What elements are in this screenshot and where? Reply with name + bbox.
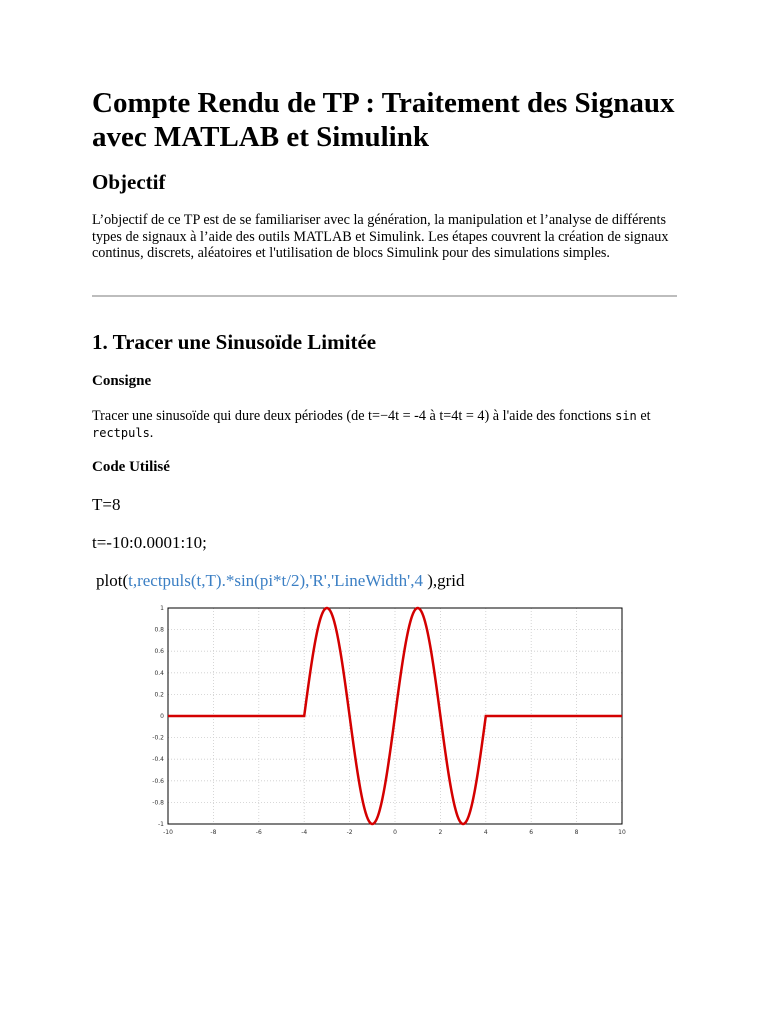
x-tick-label: 4 — [483, 829, 488, 836]
consigne-text-mid: et — [636, 408, 651, 424]
y-tick-label: -1 — [158, 821, 164, 828]
x-tick-label: -4 — [301, 829, 308, 836]
y-tick-label: 0.8 — [154, 626, 164, 634]
consigne-heading: Consigne — [92, 373, 152, 389]
section-divider — [92, 295, 677, 297]
consigne-text-end: . — [149, 424, 154, 441]
plot-background — [148, 600, 678, 850]
code-sin: sin — [615, 409, 637, 423]
code-rectpuls: rectpuls — [92, 425, 150, 440]
x-tick-label: -2 — [346, 829, 353, 836]
y-tick-label: 0 — [160, 713, 164, 720]
code-line-1: T=8 — [92, 495, 121, 514]
code-line-3-args: t,rectpuls(t,T).*sin(pi*t/2),'R','LineWidth',4 — [128, 571, 423, 590]
code-heading: Code Utilisé — [92, 459, 170, 475]
x-tick-label: -8 — [210, 829, 217, 836]
y-tick-label: 0.4 — [154, 669, 164, 677]
code-line-3 — [96, 571, 465, 591]
consigne-text-start: Tracer une sinusoïde qui dure deux périodes (de t=−4t = -4 à t=4t = 4) à l'aide des fonctions — [92, 408, 616, 424]
y-tick-label: 1 — [160, 605, 164, 612]
objective-heading: Objectif — [92, 170, 166, 194]
x-tick-label: 0 — [393, 829, 397, 836]
y-tick-label: -0.8 — [152, 799, 164, 807]
sinusoid-plot — [148, 600, 678, 850]
objective-text: L’objectif de ce TP est de se familiariser avec la génération, la manipulation et l’analyse de différents types de signaux à l’aide des outils MATLAB et Simulink. Les étapes couvrent la création de signaux continus, discrets, aléatoires et l'utilisation de blocs Simulink pour des simulations simples. — [92, 212, 669, 261]
x-tick-label: 2 — [438, 829, 443, 836]
y-tick-label: 0.2 — [154, 691, 164, 699]
y-tick-label: -0.6 — [152, 777, 164, 785]
y-tick-label: -0.2 — [152, 734, 164, 742]
code-line-2: t=-10:0.0001:10; — [92, 533, 207, 552]
section-heading: 1. Tracer une Sinusoïde Limitée — [92, 330, 377, 354]
consigne-text — [92, 408, 677, 441]
document-title: Compte Rendu de TP : Traitement des Signaux avec MATLAB et Simulink — [92, 87, 675, 153]
code-line-3-suffix: ),grid — [422, 571, 465, 590]
code-line-3-prefix: plot( — [96, 571, 129, 590]
y-tick-label: 0.6 — [154, 648, 164, 656]
x-tick-label: -6 — [255, 829, 262, 836]
x-tick-label: 6 — [529, 829, 534, 836]
x-tick-label: 10 — [618, 829, 626, 836]
x-tick-label: 8 — [574, 829, 579, 836]
y-tick-label: -0.4 — [152, 756, 164, 764]
x-tick-label: -10 — [163, 829, 173, 836]
